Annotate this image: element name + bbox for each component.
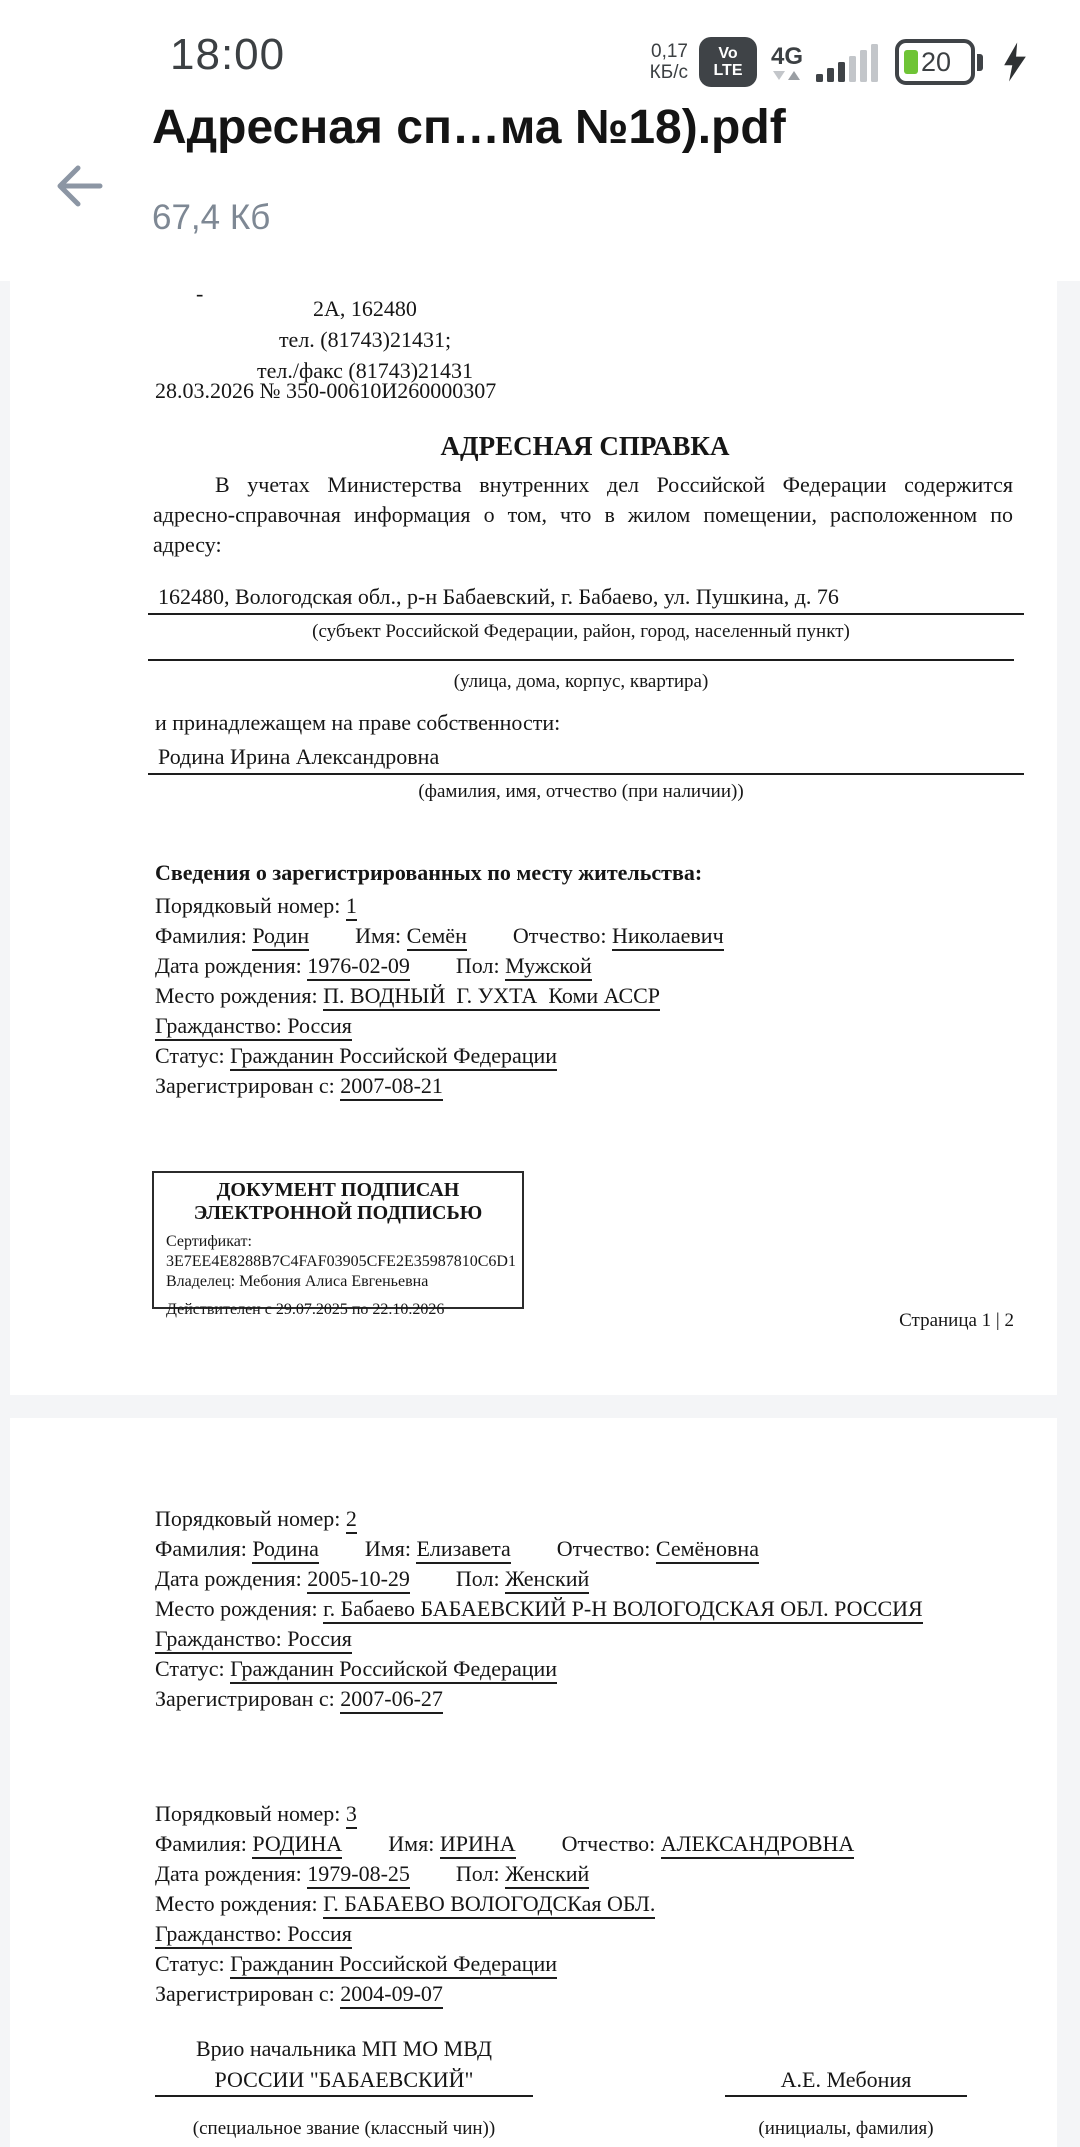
signoff-name: А.Е. Мебония	[725, 2064, 967, 2097]
person-registered-line	[155, 1684, 1021, 1714]
field-label: Имя:	[355, 923, 402, 948]
pdf-page-1	[10, 281, 1057, 1395]
letterhead-fragment: -	[196, 281, 204, 306]
person-citizenship-line	[155, 1011, 1021, 1041]
field-value: РОДИНА	[252, 1831, 342, 1859]
person-status-line	[155, 1041, 1021, 1071]
field-label: Фамилия:	[155, 923, 247, 948]
person-birthdate-line	[155, 951, 1021, 981]
field-label: Дата рождения:	[155, 1566, 302, 1591]
upload-arrow-icon	[788, 71, 800, 80]
stamp-cert-label: Сертификат:	[166, 1233, 252, 1250]
field-value: Гражданин Российской Федерации	[230, 1951, 557, 1979]
field-label: Порядковый номер:	[155, 893, 341, 918]
person-number-line	[155, 1504, 1021, 1534]
network-speed-value: 0,17	[651, 41, 688, 62]
stamp-owner: Владелец: Мебония Алиса Евгеньевна	[166, 1273, 429, 1290]
registered-person-2	[155, 1504, 1021, 1714]
person-birthdate-line	[155, 1564, 1021, 1594]
registered-person-3	[155, 1799, 1021, 2009]
field-label: Зарегистрирован с:	[155, 1686, 335, 1711]
field-value: Женский	[505, 1566, 589, 1594]
field-label: Пол:	[455, 1861, 500, 1886]
field-value: Родина	[252, 1536, 319, 1564]
field-label: Порядковый номер:	[155, 1506, 341, 1531]
field-value: Семён	[407, 923, 467, 951]
field-value: Гражданин Российской Федерации	[230, 1656, 557, 1684]
address-value: 162480, Вологодская обл., р-н Бабаевский, г. Бабаево, ул. Пушкина, д. 76	[148, 584, 1024, 615]
field-label: Зарегистрирован с:	[155, 1073, 335, 1098]
page-indicator: Страница 1 | 2	[899, 1310, 1014, 1331]
field-label: Имя:	[364, 1536, 411, 1561]
signoff-position-line2: РОССИИ "БАБАЕВСКИЙ"	[155, 2064, 533, 2097]
person-status-line	[155, 1654, 1021, 1684]
field-label: Гражданство:	[155, 1626, 282, 1651]
field-value: Николаевич	[612, 923, 724, 951]
address-caption: (субъект Российской Федерации, район, город, населенный пункт)	[312, 621, 850, 642]
pdf-page-2	[10, 1418, 1057, 2147]
person-birthplace-line	[155, 1889, 1021, 1919]
file-title: Адресная сп…ма №18).pdf	[152, 101, 786, 154]
field-label: Статус:	[155, 1656, 225, 1681]
field-value: 2005-10-29	[307, 1566, 410, 1594]
person-registered-line	[155, 1979, 1021, 2009]
field-label: Пол:	[455, 953, 500, 978]
field-label: Дата рождения:	[155, 1861, 302, 1886]
field-value: 1	[346, 893, 357, 921]
field-value: ИРИНА	[440, 1831, 516, 1859]
field-value: 3	[346, 1801, 357, 1829]
person-citizenship-line	[155, 1624, 1021, 1654]
network-speed-unit: КБ/с	[649, 62, 688, 83]
field-label: Имя:	[388, 1831, 435, 1856]
person-status-line	[155, 1949, 1021, 1979]
field-value: Елизавета	[416, 1536, 510, 1564]
file-size: 67,4 Кб	[152, 198, 271, 237]
field-value: 2007-06-27	[340, 1686, 443, 1714]
field-label: Статус:	[155, 1951, 225, 1976]
field-value: 2	[346, 1506, 357, 1534]
letterhead-line: тел. (81743)21431;	[278, 327, 452, 352]
stamp-title-line2: ЭЛЕКТРОННОЙ ПОДПИСЬЮ	[193, 1202, 483, 1224]
owner-name: Родина Ирина Александровна	[148, 744, 1024, 775]
signoff-position-caption: (специальное звание (классный чин))	[192, 2118, 496, 2139]
field-value: АЛЕКСАНДРОВНА	[661, 1831, 855, 1859]
battery-fill	[904, 50, 918, 74]
field-value: Россия	[287, 1013, 352, 1038]
back-button[interactable]	[54, 160, 106, 212]
owner-caption: (фамилия, имя, отчество (при наличии))	[418, 781, 744, 802]
document-title: АДРЕСНАЯ СПРАВКА	[440, 431, 730, 461]
network-speed	[650, 41, 688, 83]
field-label: Место рождения:	[155, 983, 318, 1008]
field-value: Россия	[287, 1626, 352, 1651]
stamp-validity: Действителен с 29.07.2025 по 22.10.2026	[166, 1301, 445, 1318]
battery-icon	[895, 39, 983, 85]
field-value: 2004-09-07	[340, 1981, 443, 2009]
signoff-position-line1: Врио начальника МП МО МВД	[195, 2036, 493, 2061]
field-value: Россия	[287, 1921, 352, 1946]
person-citizenship-line	[155, 1919, 1021, 1949]
volte-line2: LTE	[713, 62, 743, 79]
field-value: 1979-08-25	[307, 1861, 410, 1889]
stamp-title-line1: ДОКУМЕНТ ПОДПИСАН	[216, 1179, 460, 1201]
field-label: Порядковый номер:	[155, 1801, 341, 1826]
signal-bars-icon	[816, 42, 878, 82]
field-label: Место рождения:	[155, 1596, 318, 1621]
charging-bolt-icon	[1002, 42, 1028, 82]
field-label: Место рождения:	[155, 1891, 318, 1916]
field-label: Фамилия:	[155, 1831, 247, 1856]
signoff-name-caption: (инициалы, фамилия)	[758, 2118, 934, 2139]
network-type-block	[770, 42, 803, 80]
volte-line1: Vo	[718, 45, 738, 62]
letterhead-line: тел./факс (81743)21431	[256, 358, 474, 383]
person-fio-line	[155, 1829, 1021, 1859]
digital-signature-stamp	[152, 1171, 524, 1318]
volte-icon	[699, 37, 757, 87]
person-fio-line	[155, 1534, 1021, 1564]
field-value: Родин	[252, 923, 309, 951]
field-value: Женский	[505, 1861, 589, 1889]
ownership-intro: и принадлежащем на праве собственности:	[155, 710, 561, 735]
field-value: Г. БАБАЕВО ВОЛОГОДСКая ОБЛ.	[323, 1891, 655, 1919]
field-label: Гражданство:	[155, 1013, 282, 1038]
person-registered-line	[155, 1071, 1021, 1101]
person-birthplace-line	[155, 981, 1021, 1011]
field-value: 2007-08-21	[340, 1073, 443, 1101]
pdf-viewer[interactable]	[0, 281, 1080, 2147]
letterhead-line: 2А, 162480	[313, 296, 417, 321]
field-value: 1976-02-09	[307, 953, 410, 981]
intro-paragraph: В учетах Министерства внутренних дел Российской Федерации содержится адресно-справочная информация о том, что в жилом помещении, расположенном по адресу:	[153, 472, 1013, 557]
person-birthdate-line	[155, 1859, 1021, 1889]
registered-person-1	[155, 891, 1021, 1101]
network-type-label: 4G	[770, 42, 803, 70]
letterhead	[130, 293, 600, 386]
field-label: Дата рождения:	[155, 953, 302, 978]
field-label: Отчество:	[561, 1831, 656, 1856]
person-birthplace-line	[155, 1594, 1021, 1624]
signoff-position-block	[155, 2033, 533, 2144]
status-icons	[650, 36, 1028, 88]
street-caption: (улица, дома, корпус, квартира)	[453, 671, 709, 692]
field-label: Отчество:	[556, 1536, 651, 1561]
data-activity-icons	[773, 71, 800, 80]
person-number-line	[155, 891, 1021, 921]
field-value: П. ВОДНЫЙ Г. УХТА Коми АССР	[323, 983, 660, 1011]
status-time: 18:00	[170, 30, 286, 79]
person-number-line	[155, 1799, 1021, 1829]
registered-section-title: Сведения о зарегистрированных по месту жительства:	[155, 860, 703, 885]
field-value: Гражданин Российской Федерации	[230, 1043, 557, 1071]
field-value: Мужской	[505, 953, 592, 981]
street-blank-line	[148, 641, 1014, 661]
battery-percent: 20	[921, 46, 952, 77]
field-label: Статус:	[155, 1043, 225, 1068]
field-value: Семёновна	[656, 1536, 759, 1564]
field-label: Зарегистрирован с:	[155, 1981, 335, 2006]
reference-number: 28.03.2026 № 350-00610И260000307	[155, 378, 497, 403]
signoff-name-block	[725, 2033, 967, 2144]
download-arrow-icon	[773, 71, 785, 80]
field-label: Пол:	[455, 1566, 500, 1591]
person-fio-line	[155, 921, 1021, 951]
top-bar	[0, 0, 1080, 281]
field-label: Фамилия:	[155, 1536, 247, 1561]
field-value: г. Бабаево БАБАЕВСКИЙ Р-Н ВОЛОГОДСКАЯ ОБЛ. РОССИЯ	[323, 1596, 923, 1624]
stamp-cert-value: 3E7EE4E8288B7C4FAF03905CFE2E35987810C6D1	[166, 1253, 516, 1270]
field-label: Гражданство:	[155, 1921, 282, 1946]
field-label: Отчество:	[512, 923, 607, 948]
